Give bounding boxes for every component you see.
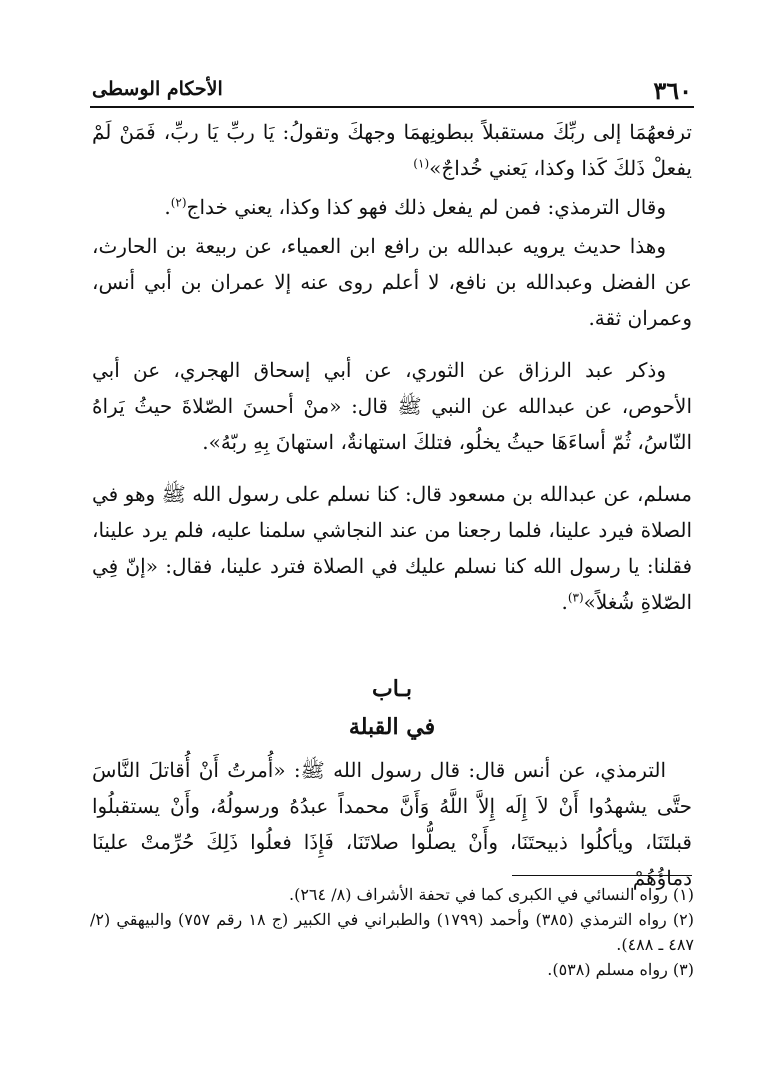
footnote-ref-1: (١) [413,156,430,171]
footnote-3: (٣) رواه مسلم (٥٣٨). [547,960,694,979]
running-title: الأحكام الوسطى [92,78,223,100]
footnote-1: (١) رواه النسائي في الكبرى كما في تحفة الأشراف (٨/ ٢٦٤). [289,885,694,904]
header-rule [90,106,694,108]
chapter-paragraph: الترمذي، عن أنس قال: قال رسول الله ﷺ: «أُمرتُ أَنْ أُقاتلَ النَّاسَ حتَّى يشهدُوا أَنْ لاَ إِلَه إِلاَّ اللَّهُ وَأَنَّ محمداً عبدُهُ ورسولُهُ، وأَنْ يستقبلُوا قبلتَنَا، ويأكلُوا ذبيحتَنَا، وأَنْ يصلُّوا صلاتَنَا، فَإِذَا فعلُوا ذَلِكَ حُرِّمتْ علينَا دماؤُهُمْ [92,758,692,890]
paragraph-5 [92,476,692,620]
paragraph-2 [92,189,692,225]
main-text [92,114,692,620]
paragraph-2-end: . [164,195,171,219]
paragraph-2-text: وقال الترمذي: فمن لم يفعل ذلك فهو كذا وكذا، يعني خداج [186,195,666,219]
paragraph-1 [92,114,692,186]
paragraph-5-text: مسلم، عن عبدالله بن مسعود قال: كنا نسلم على رسول الله ﷺ وهو في الصلاة فيرد علينا، فلما رجعنا من عند النجاشي سلمنا عليه، فلم يرد علينا، فقلنا: يا رسول الله كنا نسلم عليك في الصلاة فترد علينا، فقال: «إنّ فِي الصّلاةِ شُغلاً» [92,482,692,614]
footnote-ref-2: (٢) [170,195,187,210]
chapter-heading [92,672,692,744]
paragraph-1-text: ترفعهُمَا إلى ربِّكَ مستقبلاً ببطونِهمَا وجهكَ وتقولُ: يَا ربِّ يَا ربِّ، فَمَنْ لَمْ يفعلْ ذَلكَ كَذا وكذا، يَعني خُداجٌ» [92,120,692,180]
footnotes [90,882,694,982]
footnote-2: (٢) رواه الترمذي (٣٨٥) وأحمد (١٧٩٩) والطبراني في الكبير (ج ١٨ رقم ٧٥٧) والبيهقي (٢/ ٤٨٧ ـ ٤٨٨). [90,910,695,954]
chapter-label: بـاب [372,676,412,702]
page-header [92,76,692,106]
footnote-rule [512,875,692,876]
page-number: ٣٦٠ [653,76,692,105]
paragraph-3: وهذا حديث يرويه عبدالله بن رافع ابن العمياء، عن ربيعة بن الحارث، عن الفضل وعبدالله بن نافع، لا أعلم روى عنه إلا عمران بن أبي أنس، وعمران ثقة. [92,234,692,330]
footnote-ref-3: (٣) [567,590,584,605]
paragraph-4: وذكر عبد الرزاق عن الثوري، عن أبي إسحاق الهجري، عن أبي الأحوص، عن عبدالله عن النبي ﷺ قال: «منْ أحسنَ الصّلاةَ حيثُ يَراهُ النّاسُ، ثُمّ أساءَهَا حيثُ يخلُو، فتلكَ استهانةٌ، استهانَ بِهِ ربّهُ». [92,358,692,454]
paragraph-5-end: . [561,590,568,614]
chapter-title: في القبلة [348,714,436,740]
